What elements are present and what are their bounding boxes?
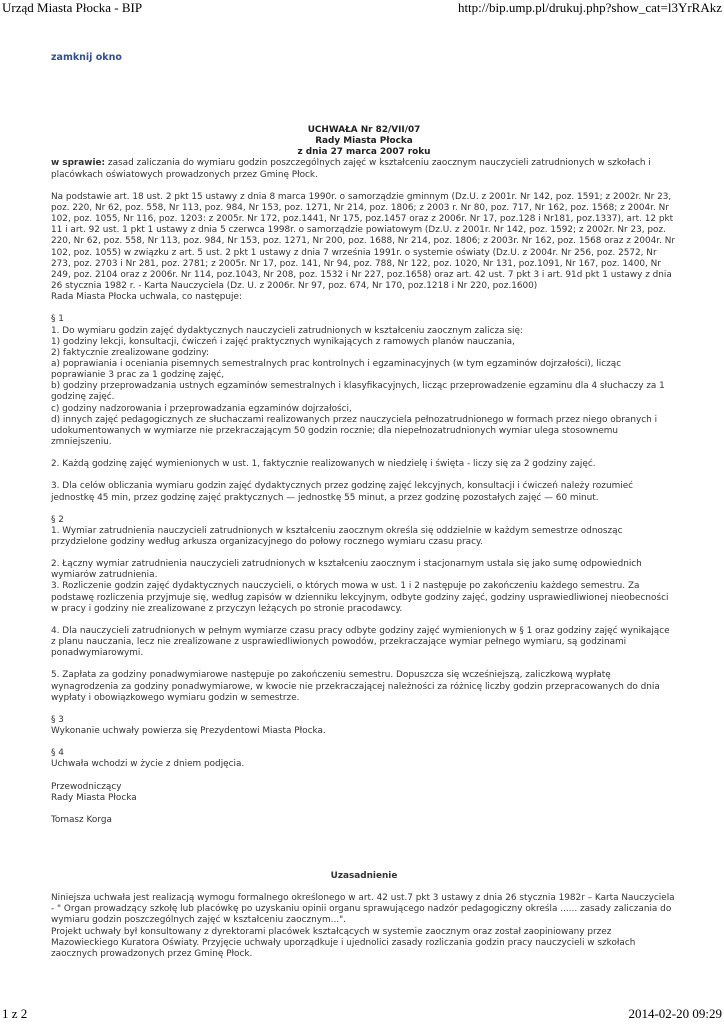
resolution-subject	[51, 158, 677, 180]
print-header-title: Urząd Miasta Płocka - BIP	[2, 0, 143, 15]
signature-title: Przewodniczący Rady Miasta Płocka	[51, 781, 137, 803]
paragraph-2-point-5: 5. Zapłata za godziny ponadwymiarowe następuje po zakończeniu semestru. Dopuszcza się wcześniejszą, zaliczkową wypłatę wynagrodzenia za godziny ponadwymiarowe, w kwocie nie przekraczającej należności za różnicę liczby godzin przepracowanych do dnia wypłaty i obowiązkowego wymiaru godzin w semestrze.	[51, 670, 660, 703]
print-footer-datetime: 2014-02-20 09:29	[628, 1006, 722, 1021]
resolution-title-line-3: z dnia 27 marca 2007 roku	[297, 147, 431, 158]
print-header-url: http://bip.ump.pl/drukuj.php?show_cat=l3YrRAkz	[457, 0, 722, 15]
paragraph-4: § 4 Uchwała wchodzi w życie z dniem podjęcia.	[51, 748, 245, 770]
paragraph-2-point-4: 4. Dla nauczycieli zatrudnionych w pełnym wymiarze czasu pracy odbyte godziny zajęć wymienionych w § 1 oraz godziny zajęć wynikające z planu nauczania, lecz nie zrealizowane z usprawiedliwionych powodów, przekraczające wymiar pełnego wymiaru, są godzinami ponadwymiarowymi.	[51, 625, 670, 659]
justification-heading: Uzasadnienie	[330, 870, 398, 881]
paragraph-1-point-2: 2. Każdą godzinę zajęć wymienionych w ust. 1, faktycznie realizowanych w niedzielę i święta - liczy się za 2 godziny zajęć.	[51, 459, 596, 470]
paragraph-1-point-3: 3. Dla celów obliczania wymiaru godzin zajęć dydaktycznych przez godzinę zajęć lekcyjnych, konsultacji i ćwiczeń należy rozumieć jednostkę 45 min, przez godzinę zajęć praktycznych — jednostkę 55 minut, a przez godzinę pozostałych zajęć — 60 minut.	[51, 481, 634, 503]
subject-text: zasad zaliczania do wymiaru godzin poszczególnych zajęć w kształceniu zaocznym nauczycieli zatrudnionych w szkołach i placówkach oświatowych prowadzonych przez Gminę Płock.	[51, 158, 651, 180]
resolution-title-line-2: Rady Miasta Płocka	[315, 136, 413, 147]
close-window-link[interactable]: zamknij okno	[51, 52, 122, 63]
justification-text: Niniejsza uchwała jest realizacją wymogu formalnego określonego w art. 42 ust.7 pkt 3 ustawy z dnia 26 stycznia 1982r – Karta Nauczyciela - " Organ prowadzący szkołę lub placówkę po uzyskaniu opinii organu sprawującego nadzór pedagogiczny określa ...... zasady zaliczania do wymiaru godzin poszczególnych zajęć w kształceniu zaocznym...". Projekt uchwały był konsultowany z dyrektorami placówek kształcących w systemie zaocznym oraz został zaopiniowany przez Mazowieckiego Kuratora Oświaty. Przyjęcie uchwały uporządkuje i ujednolici zasady rozliczania godzin pracy nauczycieli w szkołach zaocznych prowadzonych przez Gminę Płock.	[51, 893, 675, 959]
legal-basis: Na podstawie art. 18 ust. 2 pkt 15 ustawy z dnia 8 marca 1990r. o samorządzie gminnym (Dz.U. z 2001r. Nr 142, poz. 1591; z 2002r. Nr 23, poz. 220, Nr 62, poz. 558, Nr 113, poz. 984, Nr 153, poz. 1271, Nr 214, poz. 1806; z 2003 r. Nr 80, poz. 717, Nr 162, poz. 1568; z 2004r. Nr 102, poz. 1055, Nr 116, poz. 1203: z 2005r. Nr 172, poz.1441, Nr 175, poz.1457 oraz z 2006r. Nr 17, poz.128 i Nr181, poz.1337), art. 12 pkt 11 i art. 92 ust. 1 pkt 1 ustawy z dnia 5 czerwca 1998r. o samorządzie powiatowym (Dz.U. z 2001r. Nr 142, poz. 1592; z 2002r. Nr 23, poz. 220, Nr 62, poz. 558, Nr 113, poz. 984, Nr 153, poz. 1271, Nr 200, poz. 1688, Nr 214, poz. 1806; z 2003r. Nr 162, poz. 1568 oraz z 2004r. Nr 102, poz. 1055) w związku z art. 5 ust. 2 pkt 1 ustawy z dnia 7 września 1991r. o systemie oświaty (Dz.U. z 2004r. Nr 256, poz. 2572, Nr 273, poz. 2703 i Nr 281, poz. 2781; z 2005r. Nr 17, poz. 141, Nr 94, poz. 788, Nr 122, poz. 1020, Nr 131, poz.1091, Nr 167, poz. 1400, Nr 249, poz. 2104 oraz z 2006r. Nr 114, poz.1043, Nr 208, poz. 1532 i Nr 227, poz.1658) oraz art. 42 ust. 7 pkt 3 i art. 91d pkt 1 ustawy z dnia 26 stycznia 1982 r. - Karta Nauczyciela (Dz. U. z 2006r. Nr 97, poz. 674, Nr 170, poz.1218 i Nr 220, poz.1600) Rada Miasta Płocka uchwala, co następuje:	[51, 191, 676, 303]
resolution-title	[51, 125, 677, 158]
document-body	[51, 125, 677, 960]
paragraph-3: § 3 Wykonanie uchwały powierza się Prezydentowi Miasta Płocka.	[51, 714, 326, 737]
signature-name: Tomasz Korga	[51, 814, 112, 825]
paragraph-1: § 1 1. Do wymiaru godzin zajęć dydaktycznych nauczycieli zatrudnionych w kształceniu zaocznym zalicza się: 1) godziny lekcji, konsultacji, ćwiczeń i zajęć praktycznych wynikających z ramowych planów nauczania, 2) faktycznie zrealizowane godziny: a) poprawiania i oceniania pisemnych semestralnych prac kontrolnych i egzaminacyjnych (w tym egzaminów dojrzałości), licząc poprawianie 3 prac za 1 godzinę zajęć, b) godziny przeprowadzania ustnych egzaminów semestralnych i klasyfikacyjnych, licząc przeprowadzenie egzaminu dla 4 słuchaczy za 1 godzinę zajęć. c) godziny nadzorowania i przeprowadzania egzaminów dojrzałości, d) innych zajęć pedagogicznych ze słuchaczami realizowanych przez nauczyciela pełnozatrudnionego w formach przez niego obranych i udokumentowanych w wymiarze nie przekraczającym 50 godzin rocznie; dla niepełnozatrudnionych wymiar ulega stosownemu zmniejszeniu.	[51, 314, 665, 448]
print-footer-page: 1 z 2	[2, 1006, 28, 1021]
resolution-title-line-1: UCHWAŁA Nr 82/VII/07	[307, 125, 421, 135]
paragraph-2: § 2 1. Wymiar zatrudnienia nauczycieli zatrudnionych w kształceniu zaocznym określa się oddzielnie w każdym semestrze odnosząc przydzielone godziny według arkusza organizacyjnego do połowy rocznego wymiaru czasu pracy.	[51, 514, 623, 547]
subject-label: w sprawie:	[51, 158, 106, 169]
paragraph-2-points-2-3: 2. Łączny wymiar zatrudnienia nauczycieli zatrudnionych w kształceniu zaocznym i stacjonarnym ustala się jako sumę odpowiednich wymiarów zatrudnienia. 3. Rozliczenie godzin zajęć dydaktycznych nauczycieli, o których mowa w ust. 1 i 2 następuje po zakończeniu każdego semestru. Za podstawę rozliczenia przyjmuje się, według zapisów w dzienniku lekcyjnym, odbyte godziny zajęć, godziny usprawiedliwionej nieobecności w pracy i godziny nie zrealizowane z przyczyn leżących po stronie pracodawcy.	[51, 559, 669, 614]
